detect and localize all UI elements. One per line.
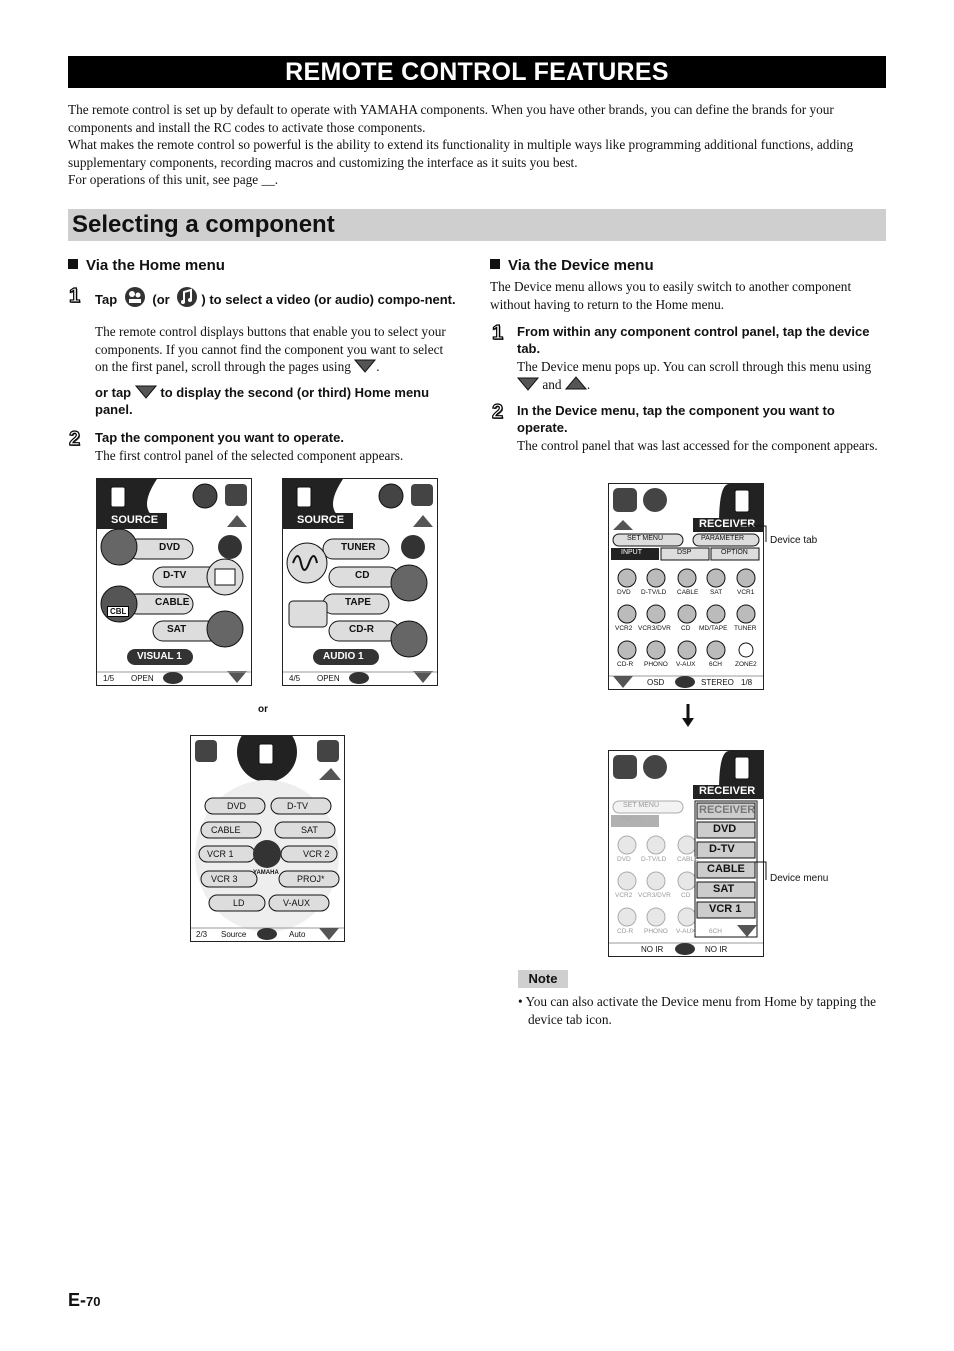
note-label: Note [518,970,568,988]
input-label[interactable]: TUNER [734,625,757,632]
component-button[interactable]: VCR 3 [211,874,238,884]
audio-tab[interactable]: AUDIO 1 [323,651,364,662]
menu-item-sat[interactable]: SAT [713,883,735,895]
menu-item-cable[interactable]: CABLE [707,863,745,875]
visual-tab[interactable]: VISUAL 1 [137,651,182,662]
dimmed-label: PHONO [644,928,668,935]
dimmed-tab: SET MENU [623,802,660,809]
auto-label[interactable]: Auto [289,930,306,939]
down-arrow-icon [517,376,539,391]
audio-icon [173,286,201,310]
page-indicator: 1/8 [741,678,753,687]
component-button[interactable]: CABLE [155,597,190,608]
home-heading [68,257,225,274]
page-indicator: 1/5 [103,674,115,683]
step-number: 2 [492,401,504,423]
page-indicator: 2/3 [196,930,208,939]
device-tab-callout: Device tab [770,535,818,546]
menu-item-dtv[interactable]: D-TV [709,843,735,855]
page-number [68,1290,100,1311]
menu-item-receiver[interactable]: RECEIVER [699,804,756,816]
osd-label[interactable]: OSD [647,678,665,687]
dimmed-label: CD-R [617,928,634,935]
dimmed-label: VCR3/DVR [638,892,671,899]
step-body-text: The remote control displays buttons that enable you to select your components. If you cannot find the component you want to select on the first panel, scroll through the pages using [95,324,446,374]
menu-item-vcr1[interactable]: VCR 1 [709,903,742,915]
dimmed-label: 6CH [709,928,723,935]
device-heading [490,257,654,274]
component-button[interactable]: CD-R [349,624,374,635]
input-label[interactable]: V-AUX [676,661,696,668]
home-step1-title [95,286,465,310]
component-button[interactable]: V-AUX [283,898,311,908]
home-heading-label: Via the Home menu [86,257,225,274]
audio-home-screen [282,478,438,686]
step-number: 1 [492,322,504,344]
or-label: or [258,704,268,715]
component-button[interactable]: LD [233,898,245,908]
note-text: • You can also activate the Device menu from Home by tapping the device tab icon. [518,994,877,1027]
device-step1-body [517,358,877,393]
intro-paragraph: What makes the remote control so powerful is the ability to extend its functionality in multiple ways like programming additional functions, adding supplementary components, recording macros and customizing the interface as it suits you best. [68,137,854,170]
component-button[interactable]: DVD [227,801,247,811]
no-ir-label: NO IR [641,945,664,954]
device-tab-leader [740,520,770,550]
open-label[interactable]: OPEN [131,674,154,683]
home-step2-title: Tap the component you want to operate. [95,430,344,445]
down-arrow-icon [354,358,376,373]
input-label[interactable]: CD-R [617,661,634,668]
yamaha-logo: YAMAHA [253,870,279,876]
input-label[interactable]: CD [681,625,691,632]
tab-option[interactable]: OPTION [721,549,748,556]
intro-paragraph: For operations of this unit, see page __. [68,172,279,187]
list-screen-art [191,736,344,941]
input-label[interactable]: DVD [617,589,631,596]
step-title-rest: ) to select a video (or audio) compo-nent. [201,292,456,307]
step-number: 2 [69,428,81,450]
period: . [376,359,380,374]
input-label[interactable]: ZONE2 [735,661,757,668]
component-button[interactable]: VCR 2 [303,849,330,859]
dimmed-tab: INPUT [621,816,642,823]
section-title: Selecting a component [68,209,886,241]
or-tap-rest: to display the second (or third) Home menu panel. [95,385,430,417]
page-title: REMOTE CONTROL FEATURES [68,56,886,88]
dimmed-label: DVD [617,856,631,863]
device-step2-title: In the Device menu, tap the component you want to operate. [517,403,835,435]
component-button[interactable]: D-TV [163,570,187,581]
period: . [586,376,591,392]
device-menu-art [609,751,763,956]
step-body-text: The Device menu pops up. You can scroll through this menu using [517,359,872,374]
tap-text: Tap [95,292,118,307]
or-tap-text: or tap [95,385,132,400]
input-label[interactable]: MD/TAPE [699,625,728,632]
home-step2-body: The first control panel of the selected component appears. [95,448,404,463]
source-label: SOURCE [111,514,159,526]
device-menu-callout: Device menu [770,873,829,884]
input-label[interactable]: VCR3/DVR [638,625,671,632]
component-button[interactable]: DVD [159,542,181,553]
device-menu-screen [608,750,764,957]
device-intro: The Device menu allows you to easily switch to another component without having to return to the Home menu. [490,279,852,312]
cbl-label: CBL [107,606,129,617]
input-label[interactable]: SAT [710,589,723,596]
input-label[interactable]: CABLE [677,589,699,596]
intro-text [68,101,888,189]
up-arrow-icon [565,376,587,391]
tab-dsp[interactable]: DSP [677,549,692,556]
component-button[interactable]: TAPE [345,597,371,608]
step-number: 1 [69,285,81,307]
device-menu-leader [740,860,770,890]
page-prefix: E- [68,1290,86,1310]
component-button[interactable]: SAT [167,624,187,635]
open-label[interactable]: OPEN [317,674,340,683]
tab-set-menu[interactable]: SET MENU [627,535,664,542]
visual-home-screen [96,478,252,686]
device-step2-body: The control panel that was last accessed for the component appears. [517,438,878,453]
receiver-screen-art [609,484,763,689]
and-text: and [542,376,562,392]
tab-parameter[interactable]: PARAMETER [701,535,745,542]
source-label: SOURCE [297,514,345,526]
source-label[interactable]: Source [221,930,247,939]
no-ir-label: NO IR [705,945,728,954]
tab-input[interactable]: INPUT [621,549,642,556]
page-number-value: 70 [86,1294,101,1309]
component-button[interactable]: TUNER [341,542,376,553]
square-bullet-icon [490,259,500,269]
component-button[interactable]: SAT [301,825,318,835]
menu-item-dvd[interactable]: DVD [713,823,737,835]
home-step1-or [95,384,467,418]
source-list-screen [190,735,345,942]
component-button[interactable]: VCR 1 [207,849,234,859]
input-label[interactable]: VCR2 [615,625,633,632]
dimmed-label: CABLE [677,856,699,863]
input-label[interactable]: D-TV/LD [641,589,667,596]
visual-icon [121,286,149,310]
component-button[interactable]: CD [355,570,370,581]
device-tab[interactable]: RECEIVER [699,518,756,530]
dimmed-label: V-AUX [676,928,696,935]
input-label[interactable]: 6CH [709,661,723,668]
dimmed-label: D-TV/LD [641,856,667,863]
square-bullet-icon [68,259,78,269]
component-button[interactable]: CABLE [211,825,241,835]
component-button[interactable]: PROJ* [297,874,325,884]
device-tab[interactable]: RECEIVER [699,785,756,797]
home-step1-body [95,323,457,376]
page-indicator: 4/5 [289,674,301,683]
or-text: (or [152,292,170,307]
input-label[interactable]: PHONO [644,661,668,668]
dimmed-label: VCR2 [615,892,633,899]
stereo-label[interactable]: STEREO [701,678,734,687]
device-heading-label: Via the Device menu [508,257,654,274]
intro-paragraph: The remote control is set up by default to operate with YAMAHA components. When you have other brands, you can define the brands for your components and install the RC codes to activate those components. [68,102,834,135]
flow-arrow-icon [680,704,696,728]
input-label[interactable]: VCR1 [737,589,755,596]
down-arrow-icon [135,384,157,399]
receiver-screen [608,483,764,690]
device-step1-title: From within any component control panel, tap the device tab. [517,324,870,356]
component-button[interactable]: D-TV [287,801,308,811]
dimmed-label: CD [681,892,691,899]
